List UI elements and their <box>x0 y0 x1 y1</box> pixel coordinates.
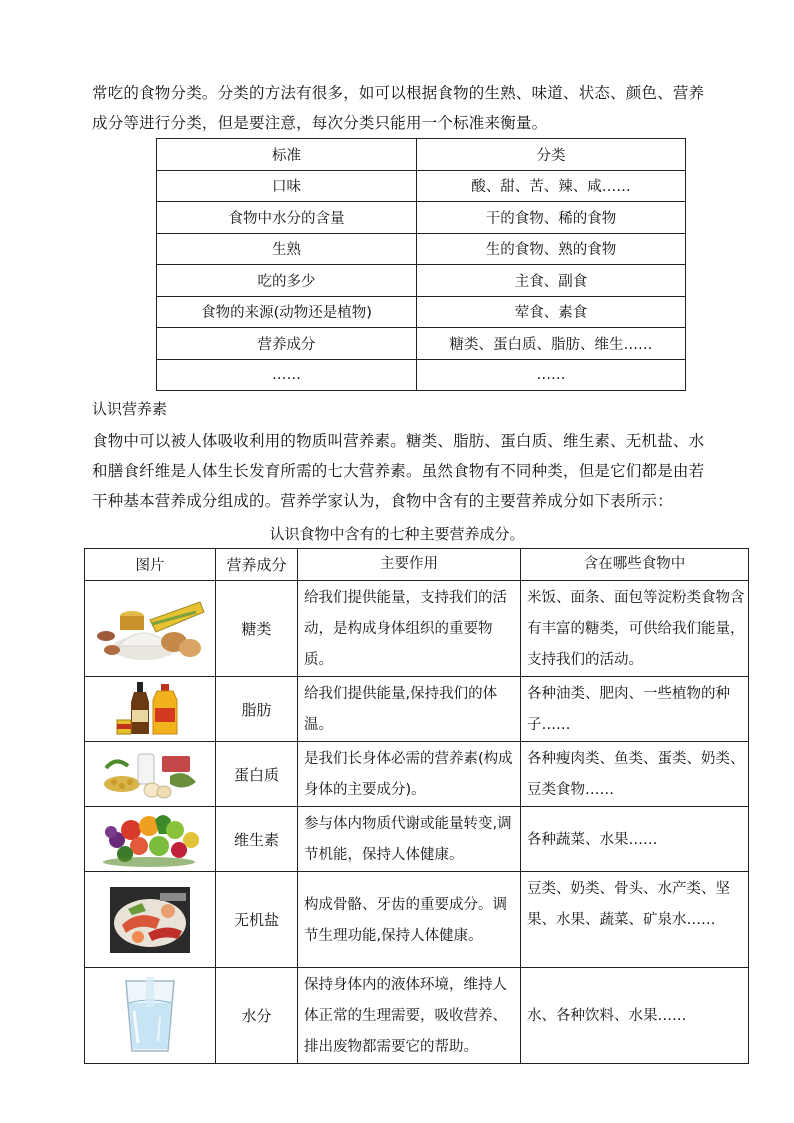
fruits-vegetables-icon <box>97 810 203 868</box>
nutrient-role: 保持身体内的液体环境，维持人体正常的生理需要，吸收营养、排出废物都需要它的帮助。 <box>298 968 521 1064</box>
nutrient-name: 水分 <box>216 968 298 1064</box>
nutrient-role: 给我们提供能量,保持我们的体温。 <box>298 677 521 742</box>
nutrient-role: 构成骨骼、牙齿的重要成分。调节生理功能,保持人体健康。 <box>298 872 521 968</box>
nutrient-sources: 各种瘦肉类、鱼类、蛋类、奶类、豆类食物…… <box>521 742 749 807</box>
table-row <box>85 581 749 677</box>
nutrient-sources: 米饭、面条、面包等淀粉类食物含有丰富的糖类，可供给我们能量，支持我们的活动。 <box>521 581 749 677</box>
header-cell: 标准 <box>157 139 417 171</box>
nutrient-role: 给我们提供能量，支持我们的活动，是构成身体组织的重要物质。 <box>298 581 521 677</box>
category-cell: 干的食物、稀的食物 <box>417 202 686 234</box>
starchy-foods-photo <box>85 581 216 677</box>
table-row <box>157 233 686 265</box>
category-cell: …… <box>417 359 686 391</box>
nutrient-sources: 各种油类、肥肉、一些植物的种子…… <box>521 677 749 742</box>
fruits-vegetables-photo <box>85 807 216 872</box>
table-row <box>85 807 749 872</box>
intro-paragraph: 常吃的食物分类。分类的方法有很多，如可以根据食物的生熟、味道、状态、颜色、营养成分等进行分类，但是要注意，每次分类只能用一个标准来衡量。 <box>92 84 705 132</box>
nutrient-sources: 各种蔬菜、水果…… <box>521 807 749 872</box>
nutrient-sources: 豆类、奶类、骨头、水产类、坚果、水果、蔬菜、矿泉水…… <box>521 872 749 968</box>
seafood-platter-icon <box>108 885 192 955</box>
table-row <box>85 872 749 968</box>
nutrient-name: 无机盐 <box>216 872 298 968</box>
nutrient-role: 是我们长身体必需的营养素(构成身体的主要成分)。 <box>298 742 521 807</box>
standard-cell: …… <box>157 359 417 391</box>
standard-cell: 食物中水分的含量 <box>157 202 417 234</box>
nutrient-name: 维生素 <box>216 807 298 872</box>
header-cell: 含在哪些食物中 <box>521 549 749 581</box>
standard-cell: 生熟 <box>157 233 417 265</box>
standard-cell: 吃的多少 <box>157 265 417 297</box>
table-row <box>85 742 749 807</box>
header-cell: 主要作用 <box>298 549 521 581</box>
header-cell: 分类 <box>417 139 686 171</box>
protein-foods-icon <box>100 748 200 800</box>
category-cell: 荤食、素食 <box>417 296 686 328</box>
table-header-row <box>85 549 749 581</box>
oil-bottles-photo <box>85 677 216 742</box>
food-classification-table <box>156 138 686 391</box>
table-row <box>157 359 686 391</box>
table-row <box>157 265 686 297</box>
table-row <box>157 328 686 360</box>
header-cell: 图片 <box>85 549 216 581</box>
nutrient-name: 蛋白质 <box>216 742 298 807</box>
protein-foods-photo <box>85 742 216 807</box>
table-row <box>157 202 686 234</box>
oil-bottles-icon <box>115 680 185 738</box>
table-row <box>157 296 686 328</box>
table-row <box>157 170 686 202</box>
starchy-foods-icon <box>92 590 208 668</box>
water-glass-icon <box>120 977 180 1055</box>
seafood-platter-photo <box>85 872 216 968</box>
table-row <box>85 968 749 1064</box>
category-cell: 生的食物、熟的食物 <box>417 233 686 265</box>
nutrient-sources: 水、各种饮料、水果…… <box>521 968 749 1064</box>
table-header-row <box>157 139 686 171</box>
standard-cell: 食物的来源(动物还是植物) <box>157 296 417 328</box>
category-cell: 主食、副食 <box>417 265 686 297</box>
water-glass-photo <box>85 968 216 1064</box>
table-row <box>85 677 749 742</box>
table-caption: 认识食物中含有的七种主要营养成分。 <box>269 525 525 543</box>
header-cell: 营养成分 <box>216 549 298 581</box>
standard-cell: 营养成分 <box>157 328 417 360</box>
category-cell: 糖类、蛋白质、脂肪、维生…… <box>417 328 686 360</box>
nutrient-table <box>84 548 749 1064</box>
nutrient-role: 参与体内物质代谢或能量转变,调节机能，保持人体健康。 <box>298 807 521 872</box>
section-heading: 认识营养素 <box>92 400 168 418</box>
nutrient-name: 脂肪 <box>216 677 298 742</box>
nutrient-paragraph: 食物中可以被人体吸收利用的物质叫营养素。糖类、脂肪、蛋白质、维生素、无机盐、水和膳食纤维是人体生长发育所需的七大营养素。虽然食物有不同种类，但是它们都是由若干种基本营养成分组成的。营养学家认为，食物中含有的主要营养成分如下表所示： <box>92 432 705 510</box>
category-cell: 酸、甜、苦、辣、咸…… <box>417 170 686 202</box>
standard-cell: 口味 <box>157 170 417 202</box>
nutrient-name: 糖类 <box>216 581 298 677</box>
